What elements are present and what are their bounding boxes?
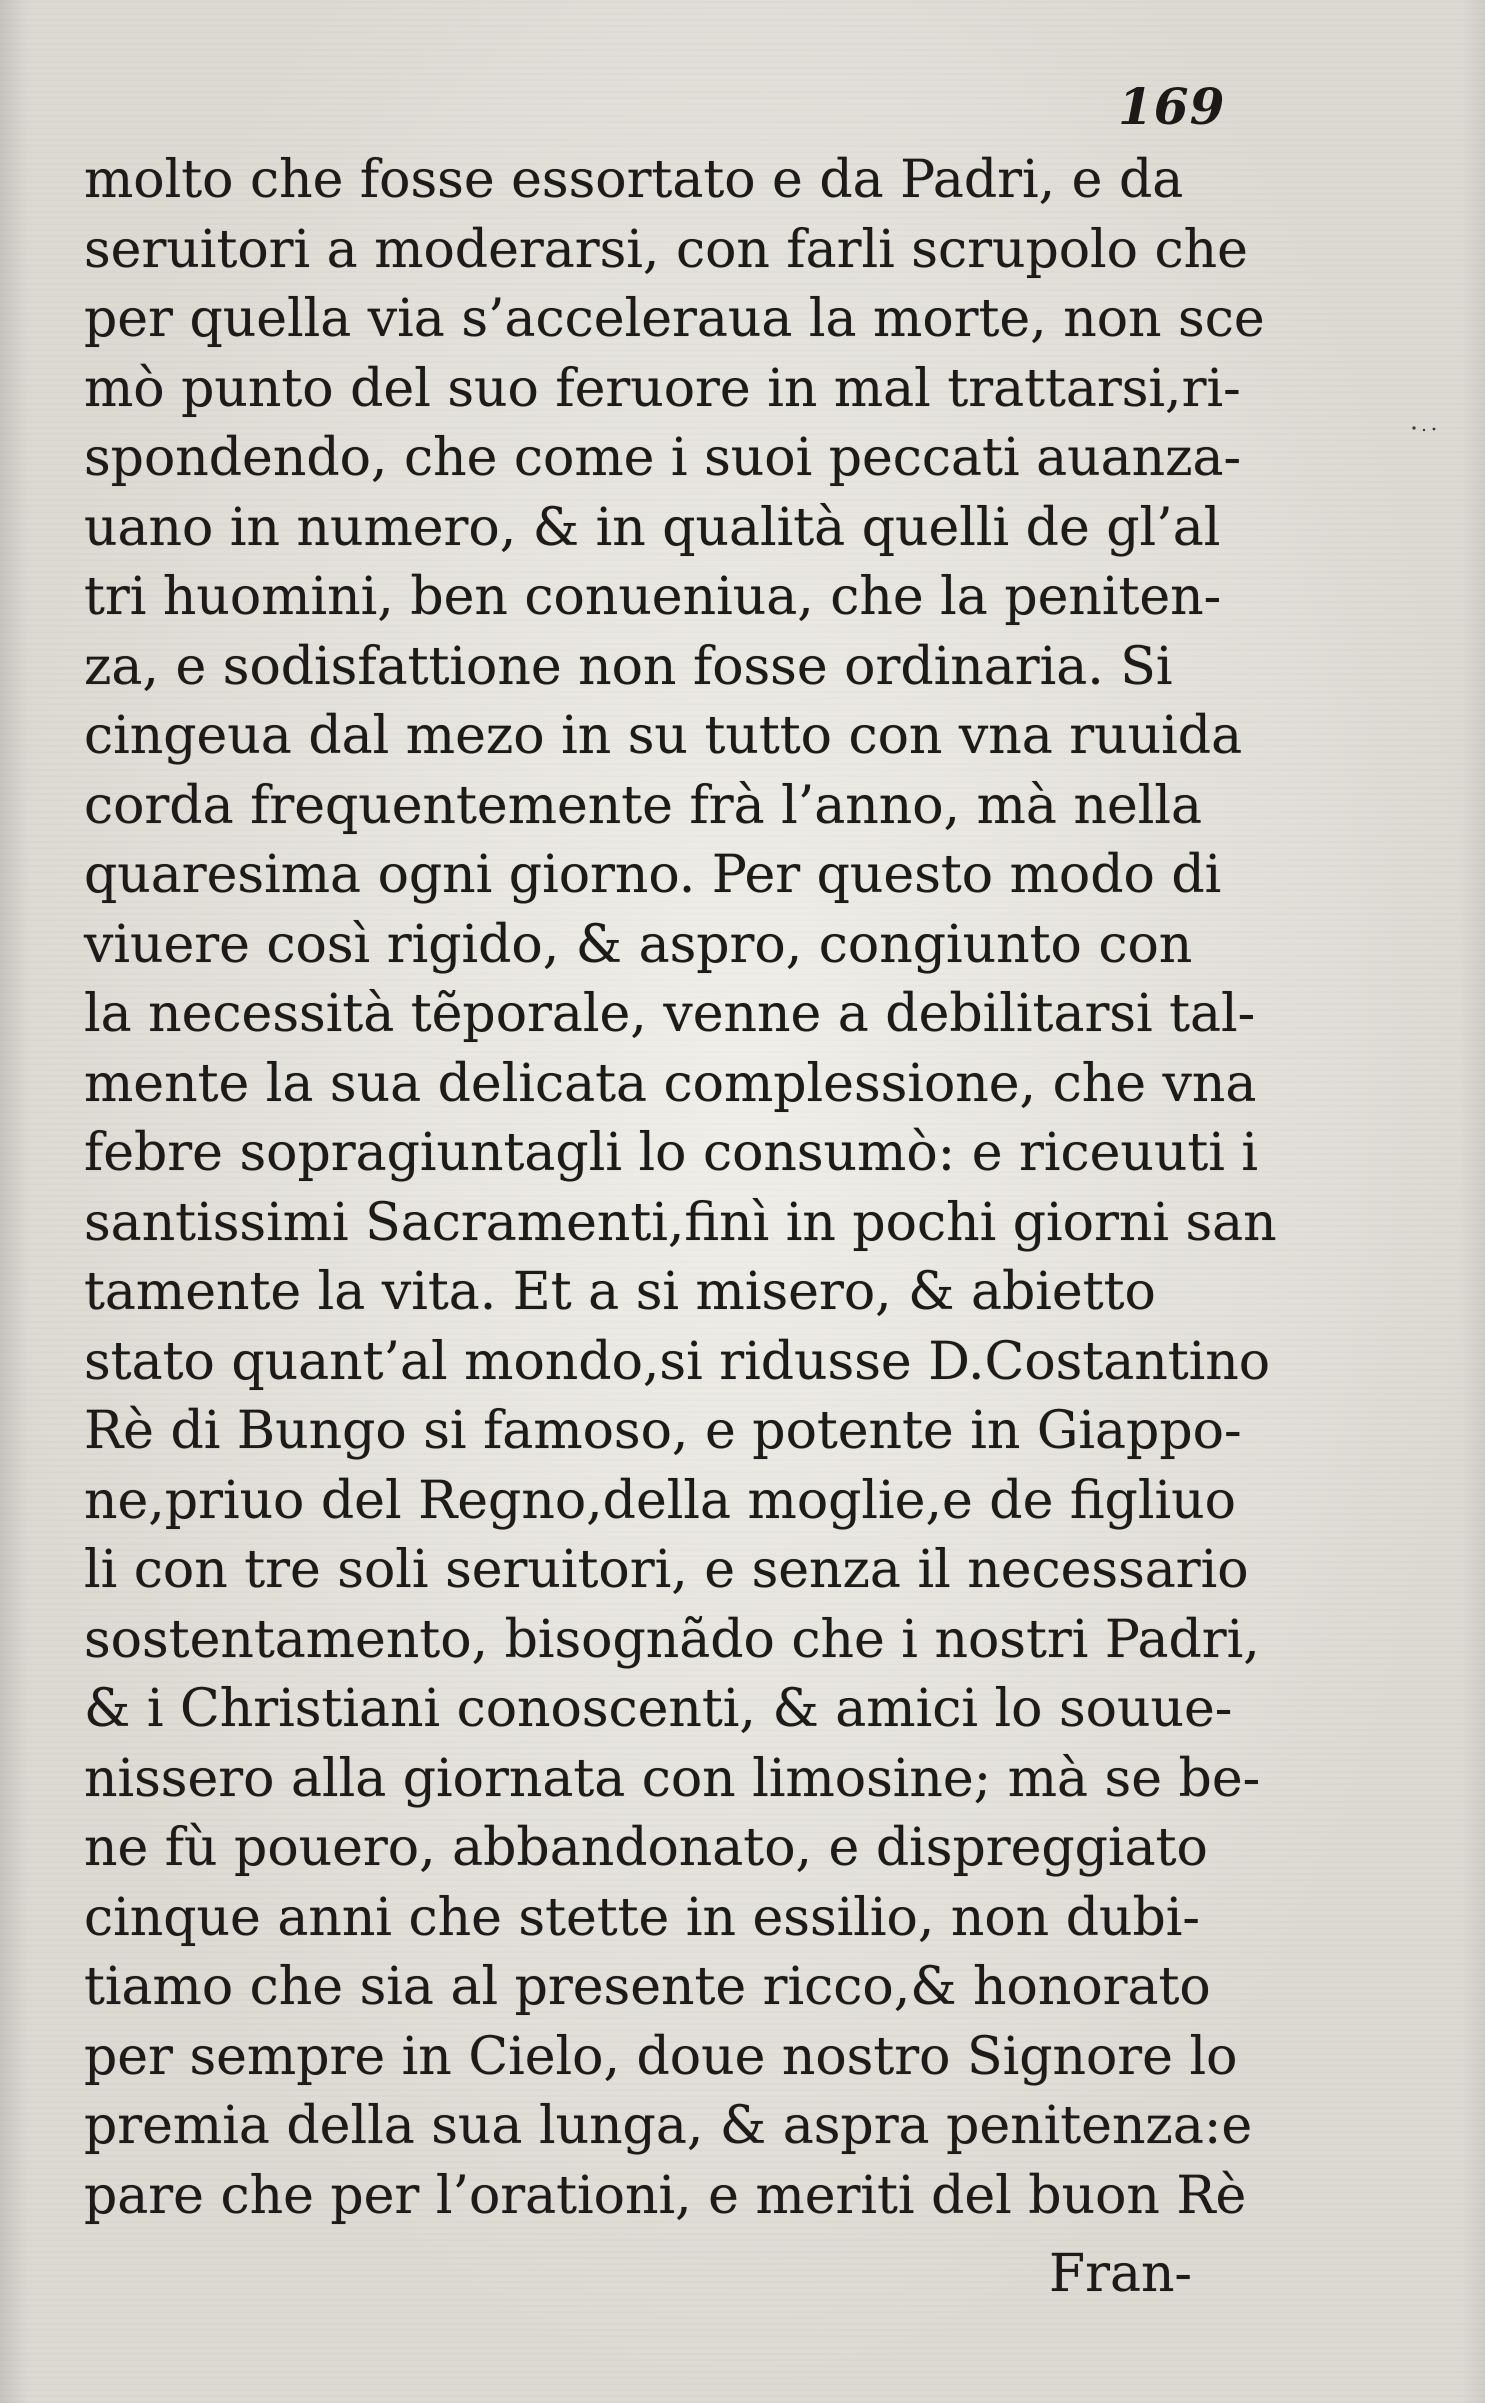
page-edge-shadow <box>1461 0 1485 2403</box>
text-line: cinque anni che stette in essilio, non dubi- <box>84 1887 1200 1948</box>
text-line: santissimi Sacramenti,finì in pochi giorni san <box>84 1192 1277 1253</box>
text-line: tri huomini, ben conueniua, che la peniten- <box>84 567 1222 627</box>
text-line: quaresima ogni giorno. Per questo modo di <box>84 845 1222 905</box>
text-line: li con tre soli seruitori, e senza il necessario <box>84 1540 1249 1600</box>
text-line: spondendo, che come i suoi peccati auanza- <box>84 428 1242 488</box>
text-line: tiamo che sia al presente ricco,& honorato <box>84 1957 1211 2017</box>
text-line: stato quant’al mondo,si ridusse D.Costantino <box>84 1331 1271 1392</box>
text-line: sostentamento, bisognãdo che i nostri Padri, <box>84 1609 1260 1670</box>
text-line: seruitori a moderarsi, con farli scrupolo che <box>84 219 1248 280</box>
text-line: ne,priuo del Regno,della moglie,e de figliuo <box>84 1470 1236 1531</box>
body-text <box>84 146 1294 2231</box>
text-line: per quella via s’acceleraua la morte, non sce <box>84 289 1265 349</box>
text-line: & i Christiani conoscenti, & amici lo souue- <box>84 1679 1233 1739</box>
text-line: cingeua dal mezo in su tutto con vna ruuida <box>84 706 1243 766</box>
text-line: molto che fosse essortato e da Padri, e da <box>84 150 1184 210</box>
text-line: viuere così rigido, & aspro, congiunto con <box>84 914 1193 975</box>
text-line: mente la sua delicata complessione, che vna <box>84 1053 1257 1114</box>
text-line: per sempre in Cielo, doue nostro Signore lo <box>84 2026 1238 2087</box>
text-line: za, e sodisfattione non fosse ordinaria. Si <box>84 636 1173 697</box>
ink-specks <box>1410 420 1450 440</box>
text-line: pare che per l’orationi, e meriti del buon Rè <box>84 2165 1247 2226</box>
text-line: la necessità tẽporale, venne a debilitarsi tal- <box>84 984 1256 1044</box>
text-line: febre sopragiuntagli lo consumò: e riceuuti i <box>84 1123 1259 1183</box>
text-line: ne fù pouero, abbandonato, e dispreggiato <box>84 1818 1208 1878</box>
text-line: uano in numero, & in qualità quelli de gl’al <box>84 497 1221 558</box>
text-line: mò punto del suo feruore in mal trattarsi,ri- <box>84 358 1241 419</box>
text-line: nissero alla giornata con limosine; mà se be- <box>84 1748 1261 1809</box>
page-gutter-shadow <box>0 0 30 2403</box>
catchword: Fran- <box>1049 2244 1192 2304</box>
text-line: tamente la vita. Et a si misero, & abietto <box>84 1262 1156 1322</box>
text-line: Rè di Bungo si famoso, e potente in Giappo- <box>84 1401 1242 1461</box>
text-line: corda frequentemente frà l’anno, mà nella <box>84 775 1202 836</box>
text-line: premia della sua lunga, & aspra penitenza:e <box>84 2096 1253 2156</box>
page-number: 169 <box>1118 77 1226 136</box>
